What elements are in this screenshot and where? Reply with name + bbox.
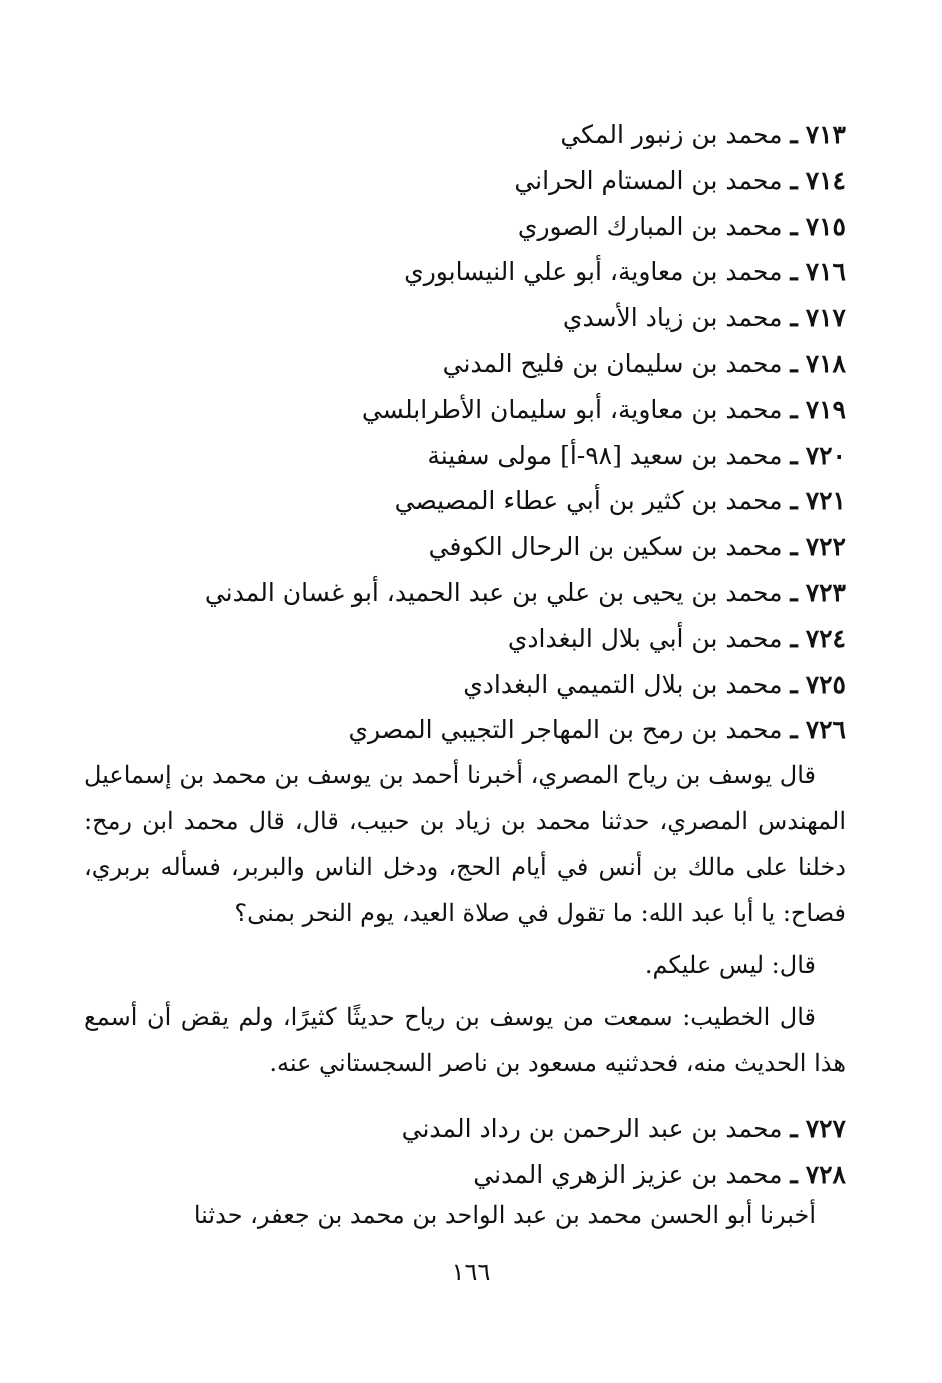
entry (86, 249, 846, 295)
entry-separator: ـ (790, 211, 798, 241)
entry-number: ٧١٦ (805, 257, 846, 287)
page-number: ١٦٦ (451, 1258, 491, 1286)
entry-separator: ـ (790, 440, 798, 470)
entry-number: ٧٢٠ (805, 440, 846, 470)
entry-name: محمد بن المبارك الصوري (517, 211, 783, 241)
entry-separator: ـ (790, 1159, 798, 1189)
entry-number: ٧٢١ (805, 486, 846, 516)
entry (86, 707, 846, 753)
entry-name: محمد بن كثير بن أبي عطاء المصيصي (394, 486, 783, 516)
entry-number: ٧١٣ (805, 120, 846, 149)
paragraph-isnad (84, 1192, 846, 1238)
entry (86, 662, 846, 708)
entry (86, 478, 846, 524)
entry-name: محمد بن المستام الحراني (514, 165, 783, 195)
entry-separator: ـ (790, 257, 798, 287)
entry-separator: ـ (790, 669, 798, 699)
entry-name: محمد بن عبد الرحمن بن رداد المدني (401, 1114, 783, 1143)
entry (86, 1106, 846, 1152)
entry (86, 570, 846, 616)
paragraph-text: قال يوسف بن رياح المصري، أخبرنا أحمد بن يوسف بن محمد بن إسماعيل المهندس المصري، حدثنا محمد بن زياد بن حبيب، قال، قال محمد ابن رمح: دخلنا على مالك بن أنس في أيام الحج، ودخل الناس والبربر، فسأله بربري، فصاح: يا أبا عبد الله: ما تقول في صلاة العيد، يوم النحر بمنى؟ (84, 761, 846, 927)
paragraph-narration (84, 752, 846, 936)
entry-number: ٧٢٦ (805, 715, 846, 745)
entry-number: ٧١٥ (805, 211, 846, 241)
entry-number: ٧٢٢ (805, 532, 846, 562)
entry-separator: ـ (790, 1114, 798, 1143)
entry (86, 341, 846, 387)
entry-number: ٧١٧ (805, 303, 846, 333)
entry-separator: ـ (790, 715, 798, 745)
entry-number: ٧٢٥ (805, 669, 846, 699)
entry-separator: ـ (790, 532, 798, 562)
entry-name: محمد بن عزيز الزهري المدني (473, 1159, 783, 1189)
entry (86, 616, 846, 662)
entry-name: محمد بن زياد الأسدي (562, 303, 783, 333)
paragraph-text: أخبرنا أبو الحسن محمد بن عبد الواحد بن محمد بن جعفر، حدثنا (193, 1201, 816, 1229)
entry-number: ٧٢٧ (805, 1114, 846, 1143)
paragraph-reply (84, 942, 846, 988)
entry-name: محمد بن معاوية، أبو سليمان الأطرابلسي (361, 394, 783, 424)
entry-name: محمد بن سكين بن الرحال الكوفي (428, 532, 783, 562)
entry (86, 204, 846, 250)
entry-list (86, 112, 846, 753)
entry-separator: ـ (790, 120, 798, 149)
entry-separator: ـ (790, 348, 798, 378)
entry (86, 387, 846, 433)
entry-number: ٧١٩ (805, 394, 846, 424)
paragraph-text: قال الخطيب: سمعت من يوسف بن رياح حديثًا كثيرًا، ولم يقض أن أسمع هذا الحديث منه، فحدثنيه مسعود بن ناصر السجستاني عنه. (84, 1003, 846, 1077)
entry-name: محمد بن سعيد [٩٨-أ] مولى سفينة (427, 440, 783, 470)
entry (86, 1152, 846, 1198)
entry-name: محمد بن زنبور المكي (560, 120, 783, 149)
entry-separator: ـ (790, 394, 798, 424)
entry-name: محمد بن أبي بلال البغدادي (507, 623, 783, 653)
entry-separator: ـ (790, 165, 798, 195)
entry (86, 112, 846, 158)
entry (86, 295, 846, 341)
entry-list-continued (86, 1106, 846, 1198)
entry-number: ٧٢٨ (805, 1159, 846, 1189)
entry-separator: ـ (790, 486, 798, 516)
entry-separator: ـ (790, 623, 798, 653)
entry-name: محمد بن سليمان بن فليح المدني (442, 348, 783, 378)
entry (86, 158, 846, 204)
entry (86, 433, 846, 479)
entry-number: ٧١٨ (805, 348, 846, 378)
paragraph-khatib (84, 994, 846, 1086)
paragraph-text: قال: ليس عليكم. (644, 951, 816, 979)
entry-number: ٧١٤ (805, 165, 846, 195)
entry (86, 524, 846, 570)
entry-separator: ـ (790, 303, 798, 333)
entry-name: محمد بن معاوية، أبو علي النيسابوري (404, 257, 783, 287)
entry-number: ٧٢٣ (805, 577, 846, 607)
entry-number: ٧٢٤ (805, 623, 846, 653)
entry-separator: ـ (790, 577, 798, 607)
entry-name: محمد بن يحيى بن علي بن عبد الحميد، أبو غسان المدني (204, 577, 783, 607)
entry-name: محمد بن بلال التميمي البغدادي (463, 669, 783, 699)
entry-name: محمد بن رمح بن المهاجر التجيبي المصري (348, 715, 783, 745)
